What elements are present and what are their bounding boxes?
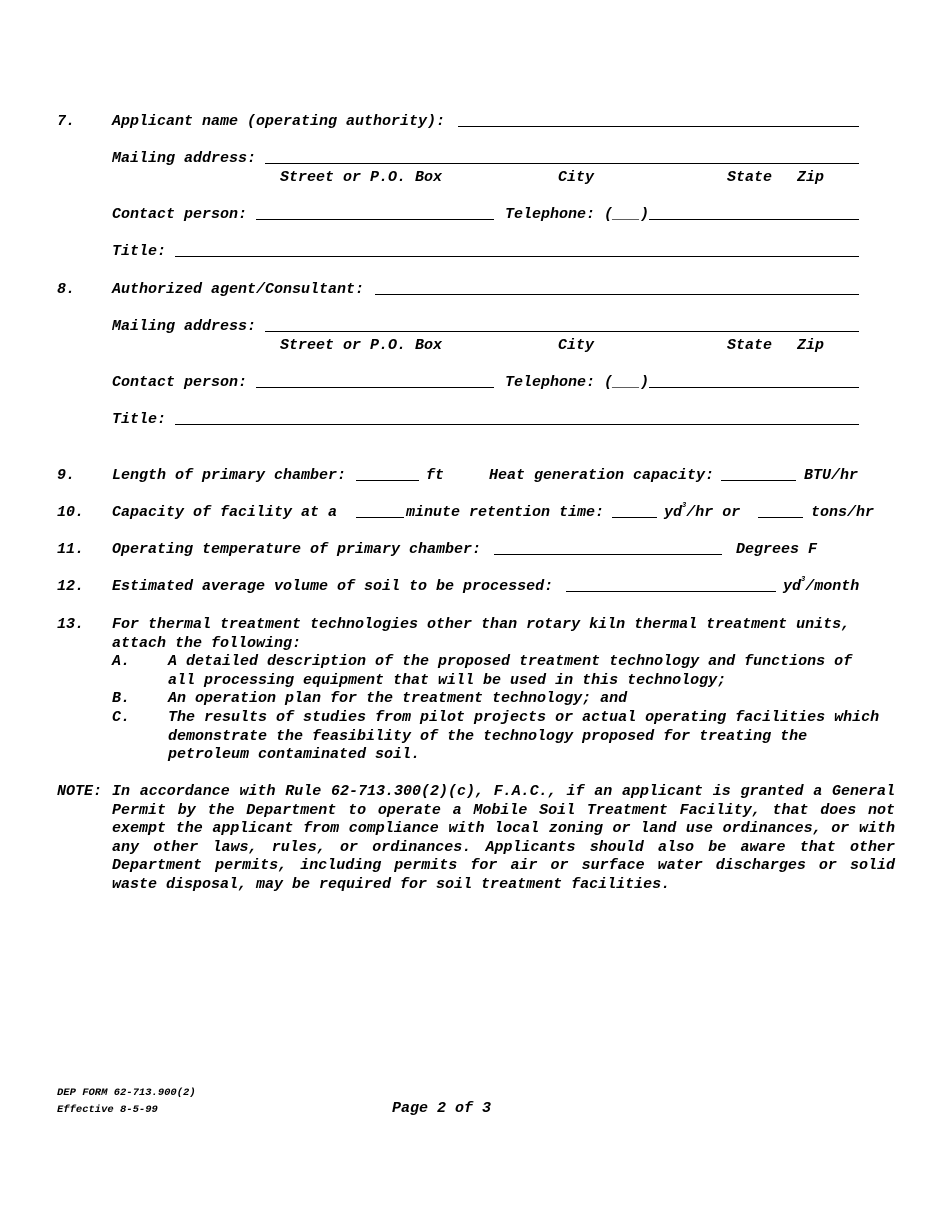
chamber-length-unit: ft: [426, 467, 445, 484]
thermal-treatment-intro: For thermal treatment technologies other than rotary kiln thermal treatment units, attach the following:: [112, 616, 851, 652]
heat-capacity-field[interactable]: [721, 480, 796, 481]
list-item-b: An operation plan for the treatment technology; and: [168, 690, 628, 707]
item-number-7: 7.: [57, 113, 76, 130]
list-item-a: A detailed description of the proposed treatment technology and functions of all processing equipment that will be used in this technology;: [168, 653, 853, 689]
retention-time-label: minute retention time:: [406, 504, 605, 521]
contact-person-label-7: Contact person:: [112, 206, 248, 223]
soil-volume-unit-base: yd: [783, 578, 802, 595]
telephone-field-7[interactable]: [649, 219, 859, 220]
capacity-yd3-unit-base: yd: [664, 504, 683, 521]
capacity-yd3-unit: [664, 504, 740, 521]
sublabel-city-7: City: [558, 169, 595, 186]
contact-person-field-8[interactable]: [256, 387, 494, 388]
item-number-12: 12.: [57, 578, 85, 595]
title-field-7[interactable]: [175, 256, 859, 257]
chamber-length-field[interactable]: [356, 480, 419, 481]
mailing-address-label-7: Mailing address:: [112, 150, 257, 167]
item-number-11: 11.: [57, 541, 85, 558]
contact-person-field-7[interactable]: [256, 219, 494, 220]
note-label: NOTE:: [57, 783, 103, 800]
applicant-name-field[interactable]: [458, 126, 859, 127]
authorized-agent-field[interactable]: [375, 294, 859, 295]
soil-volume-unit-exponent: 3: [801, 576, 806, 584]
telephone-label-7: Telephone: (___): [505, 206, 650, 223]
soil-volume-label: Estimated average volume of soil to be processed:: [112, 578, 554, 595]
facility-capacity-label: Capacity of facility at a: [112, 504, 338, 521]
applicant-name-label: Applicant name (operating authority):: [112, 113, 446, 130]
item-number-10: 10.: [57, 504, 85, 521]
title-field-8[interactable]: [175, 424, 859, 425]
effective-date: Effective 8-5-99: [57, 1104, 158, 1116]
soil-volume-unit: [783, 578, 859, 595]
retention-minutes-field[interactable]: [356, 517, 404, 518]
sublabel-zip-8: Zip: [797, 337, 825, 354]
list-letter-a: A.: [112, 653, 131, 670]
operating-temperature-field[interactable]: [494, 554, 722, 555]
item-number-9: 9.: [57, 467, 76, 484]
title-label-7: Title:: [112, 243, 167, 260]
operating-temperature-label: Operating temperature of primary chamber:: [112, 541, 482, 558]
heat-capacity-label: Heat generation capacity:: [489, 467, 715, 484]
sublabel-state-7: State: [727, 169, 773, 186]
capacity-yd3-unit-rest: /hr or: [686, 504, 741, 521]
list-letter-b: B.: [112, 690, 131, 707]
soil-volume-unit-rest: /month: [805, 578, 860, 595]
sublabel-street-8: Street or P.O. Box: [280, 337, 443, 354]
list-letter-c: C.: [112, 709, 131, 726]
capacity-yd3-unit-exponent: 3: [682, 502, 687, 510]
sublabel-street-7: Street or P.O. Box: [280, 169, 443, 186]
contact-person-label-8: Contact person:: [112, 374, 248, 391]
capacity-yd3-field[interactable]: [612, 517, 657, 518]
form-id: DEP FORM 62-713.900(2): [57, 1087, 196, 1099]
sublabel-state-8: State: [727, 337, 773, 354]
title-label-8: Title:: [112, 411, 167, 428]
item-number-13: 13.: [57, 616, 85, 633]
mailing-address-field-7[interactable]: [265, 163, 859, 164]
page-number: Page 2 of 3: [392, 1100, 492, 1117]
note-text: In accordance with Rule 62-713.300(2)(c), F.A.C., if an applicant is granted a General Permit by the Department to operate a Mobile Soil Treatment Facility, that does not exempt the applicant from compliance with local zoning or land use ordinances, or with any other laws, rules, or ordinances. Applicants should also be aware that other Department permits, including permits for air or surface water discharges or solid waste disposal, may be required for soil treatment facilities.: [112, 783, 895, 893]
mailing-address-label-8: Mailing address:: [112, 318, 257, 335]
soil-volume-field[interactable]: [566, 591, 776, 592]
chamber-length-label: Length of primary chamber:: [112, 467, 347, 484]
heat-capacity-unit: BTU/hr: [804, 467, 859, 484]
telephone-label-8: Telephone: (___): [505, 374, 650, 391]
telephone-field-8[interactable]: [649, 387, 859, 388]
authorized-agent-label: Authorized agent/Consultant:: [112, 281, 365, 298]
list-item-c: The results of studies from pilot projects or actual operating facilities which demonstrate the feasibility of the technology proposed for treating the petroleum contaminated soil.: [168, 709, 880, 764]
capacity-tons-field[interactable]: [758, 517, 803, 518]
capacity-tons-unit: tons/hr: [811, 504, 875, 521]
item-number-8: 8.: [57, 281, 76, 298]
operating-temperature-unit: Degrees F: [736, 541, 818, 558]
sublabel-zip-7: Zip: [797, 169, 825, 186]
sublabel-city-8: City: [558, 337, 595, 354]
mailing-address-field-8[interactable]: [265, 331, 859, 332]
